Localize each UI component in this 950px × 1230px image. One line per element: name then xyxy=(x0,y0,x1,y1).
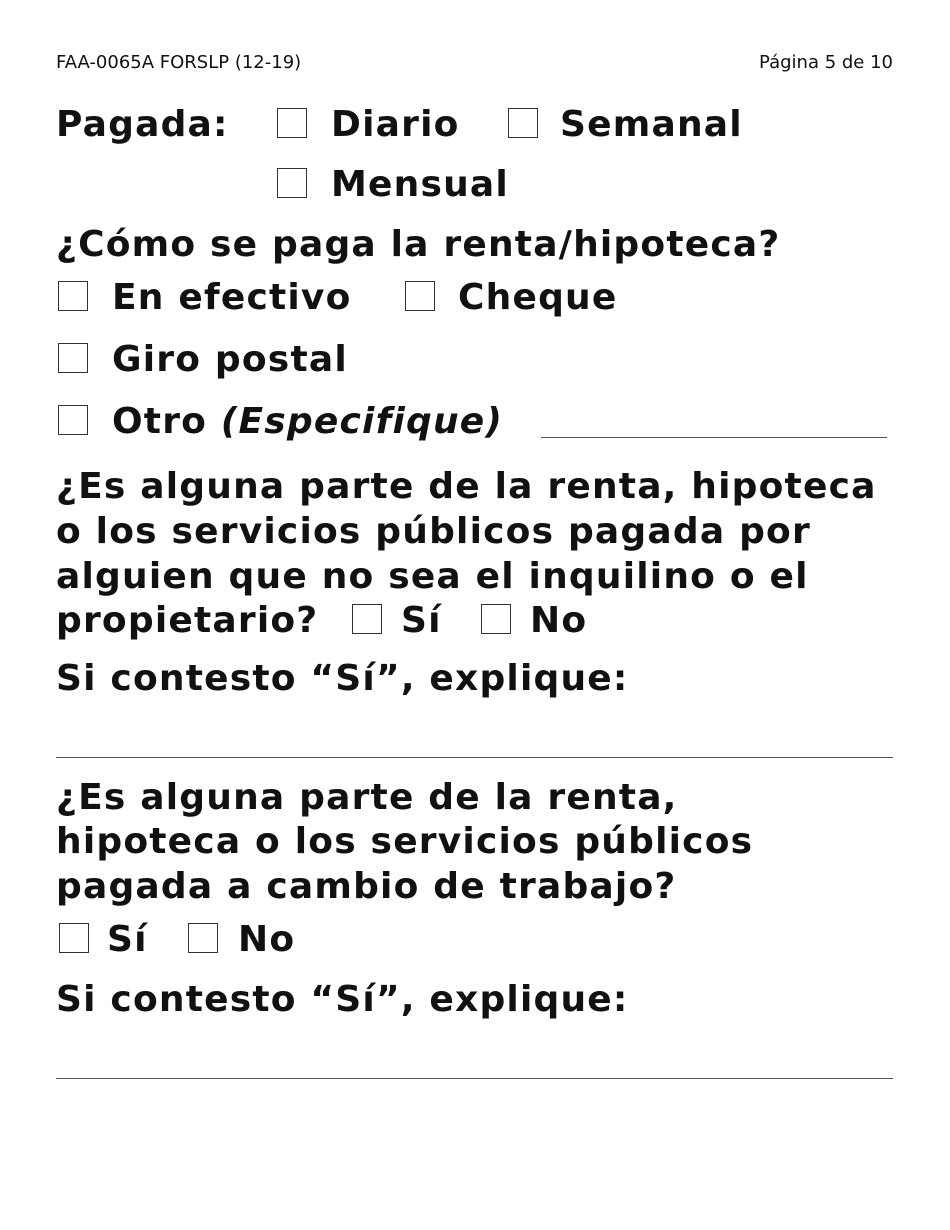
work-exchange-explain-label: Si contesto “Sí”, explique: xyxy=(56,979,629,1020)
monthly-checkbox[interactable] xyxy=(277,168,307,198)
third-party-question-line-2: o los servicios públicos pagada por xyxy=(56,511,811,552)
page-number: Página 5 de 10 xyxy=(759,52,893,73)
check-label: Cheque xyxy=(458,277,618,318)
third-party-explain-label: Si contesto “Sí”, explique: xyxy=(56,658,629,699)
third-party-no-checkbox[interactable] xyxy=(481,604,511,634)
form-id: FAA-0065A FORSLP (12-19) xyxy=(56,52,302,73)
other-text: Otro xyxy=(112,401,208,442)
work-exchange-no-label: No xyxy=(238,919,296,960)
work-exchange-yes-label: Sí xyxy=(107,919,148,960)
third-party-no-label: No xyxy=(530,600,588,641)
cash-label: En efectivo xyxy=(112,277,352,318)
work-exchange-yes-checkbox[interactable] xyxy=(59,923,89,953)
other-checkbox[interactable] xyxy=(58,405,88,435)
third-party-explain-field[interactable] xyxy=(56,757,893,758)
other-specify-text: (Especifique) xyxy=(220,401,504,442)
cash-checkbox[interactable] xyxy=(58,281,88,311)
work-exchange-question-line-1: ¿Es alguna parte de la renta, xyxy=(56,777,678,818)
paid-label: Pagada: xyxy=(56,104,229,145)
third-party-yes-checkbox[interactable] xyxy=(352,604,382,634)
work-exchange-no-checkbox[interactable] xyxy=(188,923,218,953)
third-party-yes-label: Sí xyxy=(401,600,442,641)
third-party-question-line-4: propietario? xyxy=(56,600,319,641)
other-specify-field[interactable] xyxy=(541,437,887,438)
work-exchange-question-line-3: pagada a cambio de trabajo? xyxy=(56,866,677,907)
daily-label: Diario xyxy=(331,104,460,145)
work-exchange-explain-field[interactable] xyxy=(56,1078,893,1079)
payment-method-question: ¿Cómo se paga la renta/hipoteca? xyxy=(56,224,781,265)
weekly-label: Semanal xyxy=(560,104,743,145)
monthly-label: Mensual xyxy=(331,164,509,205)
money-order-checkbox[interactable] xyxy=(58,343,88,373)
check-checkbox[interactable] xyxy=(405,281,435,311)
third-party-question-line-3: alguien que no sea el inquilino o el xyxy=(56,556,809,597)
third-party-question-line-1: ¿Es alguna parte de la renta, hipoteca xyxy=(56,466,877,507)
work-exchange-question-line-2: hipoteca o los servicios públicos xyxy=(56,821,754,862)
weekly-checkbox[interactable] xyxy=(508,108,538,138)
money-order-label: Giro postal xyxy=(112,339,348,380)
daily-checkbox[interactable] xyxy=(277,108,307,138)
other-label xyxy=(112,401,503,442)
